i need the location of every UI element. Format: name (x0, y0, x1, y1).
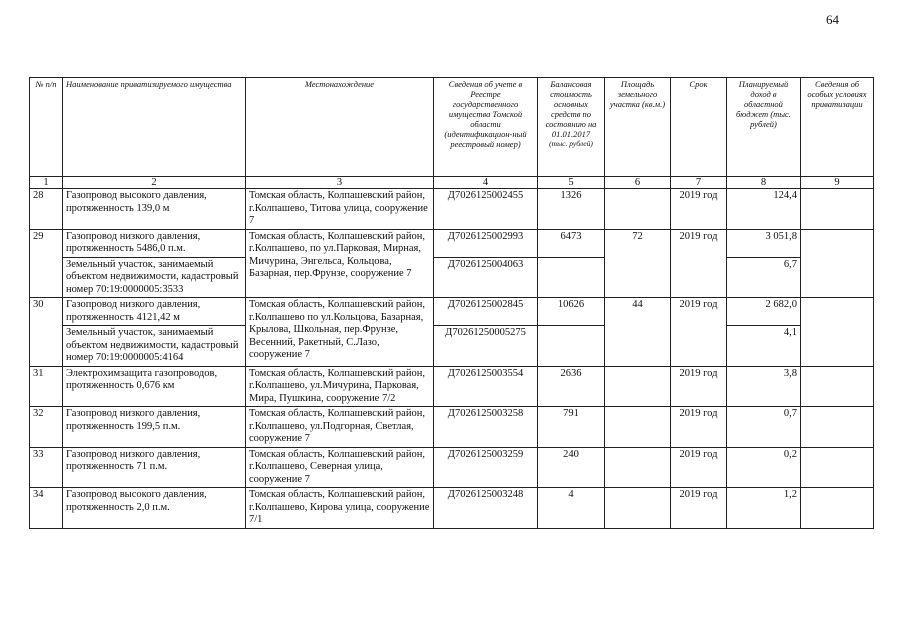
special-conditions-cell (801, 488, 874, 529)
property-name-cell: Газопровод низкого давления, протяженность 199,5 п.м. (63, 407, 246, 448)
property-name-cell: Газопровод низкого давления, протяженность 71 п.м. (63, 447, 246, 488)
planned-income-cell: 0,7 (727, 407, 801, 448)
property-name-cell: Земельный участок, занимаемый объектом недвижимости, кадастровый номер 70:19:0000005:3533 (63, 257, 246, 298)
planned-income-cell: 0,2 (727, 447, 801, 488)
table-row (30, 229, 874, 257)
term-cell: 2019 год (671, 298, 727, 367)
land-area-cell (605, 366, 671, 407)
special-conditions-cell (801, 298, 874, 367)
location-cell: Томская область, Колпашевский район, г.Колпашево, ул.Подгорная, Светлая, сооружение 7 (246, 407, 434, 448)
land-area-cell (605, 447, 671, 488)
registry-number-cell: Д7026125003258 (434, 407, 538, 448)
column-number: 4 (434, 177, 538, 189)
column-number: 3 (246, 177, 434, 189)
header-location: Местонахождение (246, 78, 434, 177)
registry-number-cell: Д7026125002993 (434, 229, 538, 257)
planned-income-cell: 124,4 (727, 189, 801, 230)
row-number-cell: 28 (30, 189, 63, 230)
column-number: 9 (801, 177, 874, 189)
header-row (30, 78, 874, 177)
property-name-cell: Газопровод низкого давления, протяженность 5486,0 п.м. (63, 229, 246, 257)
table-row (30, 257, 874, 298)
property-name-cell: Газопровод высокого давления, протяженность 139,0 м (63, 189, 246, 230)
row-number-cell: 30 (30, 298, 63, 367)
column-number: 8 (727, 177, 801, 189)
header-balance-unit: (тыс. рублей) (549, 139, 593, 148)
land-area-cell (605, 407, 671, 448)
special-conditions-cell (801, 229, 874, 298)
table-row (30, 407, 874, 448)
land-area-cell: 72 (605, 229, 671, 298)
column-number-row (30, 177, 874, 189)
balance-value-cell: 1326 (538, 189, 605, 230)
term-cell: 2019 год (671, 366, 727, 407)
location-cell: Томская область, Колпашевский район, г.Колпашево, ул.Мичурина, Парковая, Мира, Пушкина, сооружение 7/2 (246, 366, 434, 407)
planned-income-cell: 2 682,0 (727, 298, 801, 326)
property-name-cell: Электрохимзащита газопроводов, протяженность 0,676 км (63, 366, 246, 407)
special-conditions-cell (801, 366, 874, 407)
registry-number-cell: Д7026125003248 (434, 488, 538, 529)
table-row (30, 326, 874, 367)
planned-income-cell: 3 051,8 (727, 229, 801, 257)
planned-income-cell: 4,1 (727, 326, 801, 367)
header-name: Наименование приватизируемого имущества (63, 78, 246, 177)
planned-income-cell: 6,7 (727, 257, 801, 298)
column-number: 5 (538, 177, 605, 189)
balance-value-cell: 2636 (538, 366, 605, 407)
property-name-cell: Земельный участок, занимаемый объектом недвижимости, кадастровый номер 70:19:0000005:4164 (63, 326, 246, 367)
special-conditions-cell (801, 447, 874, 488)
registry-number-cell: Д7026125002845 (434, 298, 538, 326)
special-conditions-cell (801, 189, 874, 230)
header-income: Планируемый доход в областной бюджет (тыс. рублей) (727, 78, 801, 177)
planned-income-cell: 1,2 (727, 488, 801, 529)
term-cell: 2019 год (671, 407, 727, 448)
header-term: Срок (671, 78, 727, 177)
location-cell: Томская область, Колпашевский район, г.Колпашево, Кирова улица, сооружение 7/1 (246, 488, 434, 529)
balance-value-cell: 6473 (538, 229, 605, 257)
registry-number-cell: Д7026125002455 (434, 189, 538, 230)
header-balance (538, 78, 605, 177)
land-area-cell: 44 (605, 298, 671, 367)
location-cell: Томская область, Колпашевский район, г.Колпашево по ул.Кольцова, Базарная, Крылова, Школьная, пер.Фрунзе, Весенний, Ракетный, С.Лазо, сооружение 7 (246, 298, 434, 367)
balance-value-cell: 240 (538, 447, 605, 488)
balance-value-cell: 791 (538, 407, 605, 448)
location-cell: Томская область, Колпашевский район, г.Колпашево, Северная улица, сооружение 7 (246, 447, 434, 488)
registry-number-cell: Д7026125003554 (434, 366, 538, 407)
row-number-cell: 29 (30, 229, 63, 298)
location-cell: Томская область, Колпашевский район, г.Колпашево, по ул.Парковая, Мирная, Мичурина, Энгельса, Кольцова, Базарная, пер.Фрунзе, сооружение 7 (246, 229, 434, 298)
balance-value-cell (538, 257, 605, 298)
row-number-cell: 31 (30, 366, 63, 407)
property-name-cell: Газопровод низкого давления, протяженность 4121,42 м (63, 298, 246, 326)
term-cell: 2019 год (671, 447, 727, 488)
term-cell: 2019 год (671, 189, 727, 230)
table-row (30, 447, 874, 488)
header-conditions: Сведения об особых условиях приватизации (801, 78, 874, 177)
page-number: 64 (826, 12, 839, 27)
registry-number-cell: Д7026125003259 (434, 447, 538, 488)
column-number: 6 (605, 177, 671, 189)
location-cell: Томская область, Колпашевский район, г.Колпашево, Титова улица, сооружение 7 (246, 189, 434, 230)
column-number: 2 (63, 177, 246, 189)
header-registry: Сведения об учете в Реестре государственного имущества Томской области (идентификацион-ный реестровый номер) (434, 78, 538, 177)
planned-income-cell: 3,8 (727, 366, 801, 407)
balance-value-cell: 4 (538, 488, 605, 529)
privatization-table (29, 77, 874, 529)
registry-number-cell: Д7026125004063 (434, 257, 538, 298)
property-name-cell: Газопровод высокого давления, протяженность 2,0 п.м. (63, 488, 246, 529)
table-row (30, 298, 874, 326)
row-number-cell: 34 (30, 488, 63, 529)
column-number: 1 (30, 177, 63, 189)
table-row (30, 366, 874, 407)
land-area-cell (605, 488, 671, 529)
header-area: Площадь земельного участка (кв.м.) (605, 78, 671, 177)
balance-value-cell (538, 326, 605, 367)
term-cell: 2019 год (671, 488, 727, 529)
balance-value-cell: 10626 (538, 298, 605, 326)
registry-number-cell: Д70261250005275 (434, 326, 538, 367)
row-number-cell: 33 (30, 447, 63, 488)
header-balance-label: Балансовая стоимость основных средств по состоянию на 01.01.2017 (545, 79, 597, 139)
land-area-cell (605, 189, 671, 230)
table-row (30, 488, 874, 529)
column-number: 7 (671, 177, 727, 189)
special-conditions-cell (801, 407, 874, 448)
table-row (30, 189, 874, 230)
term-cell: 2019 год (671, 229, 727, 298)
row-number-cell: 32 (30, 407, 63, 448)
header-num: № п/п (30, 78, 63, 177)
